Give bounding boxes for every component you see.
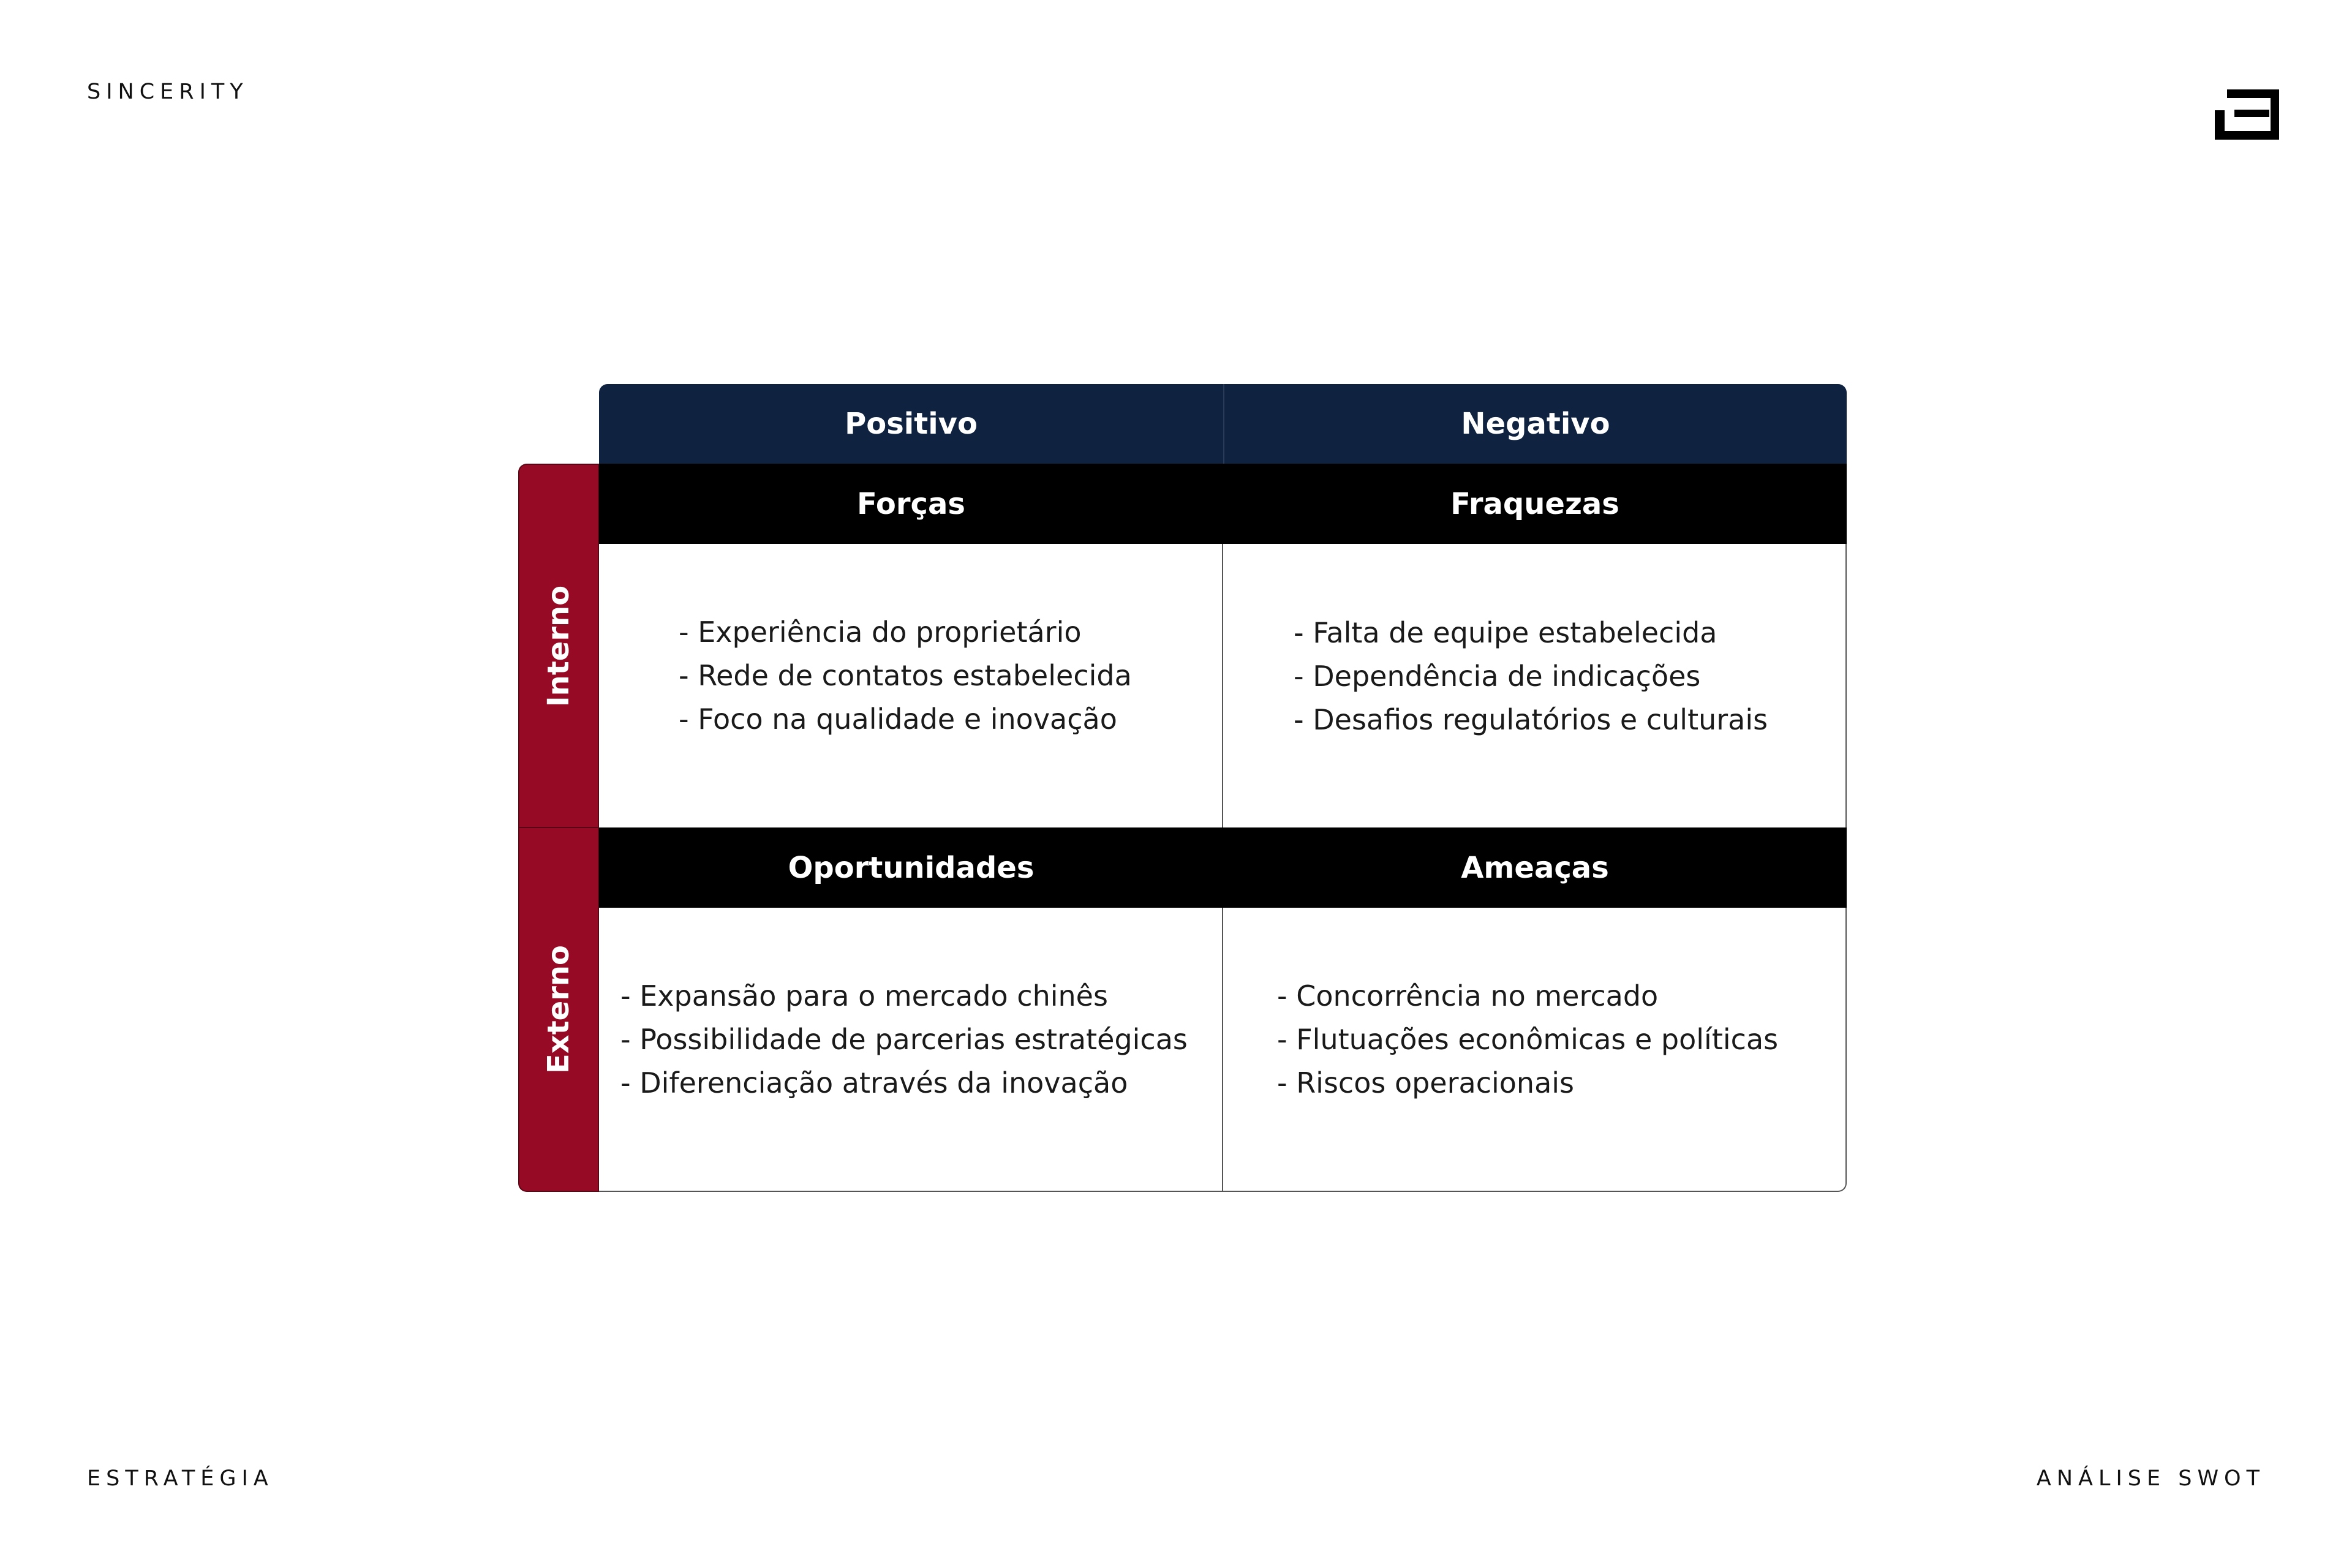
- row-header-external: [518, 827, 599, 1192]
- footer-topic-label: ANÁLISE SWOT: [2036, 1466, 2265, 1491]
- list-item: - Foco na qualidade e inovação: [679, 703, 1117, 736]
- strengths-cell: [599, 544, 1223, 827]
- column-header-positive: Positivo: [599, 384, 1223, 464]
- list-item: - Falta de equipe estabelecida: [1294, 616, 1717, 649]
- bracket-logo-icon: [2212, 87, 2283, 142]
- list-item: - Possibilidade de parcerias estratégicas: [620, 1022, 1188, 1056]
- weaknesses-cell: [1223, 544, 1847, 827]
- threats-list: [1277, 974, 1778, 1105]
- weaknesses-list: [1294, 611, 1768, 742]
- row-label-external: Externo: [541, 944, 576, 1074]
- list-item: - Desafios regulatórios e culturais: [1294, 703, 1768, 736]
- threats-cell: [1223, 908, 1847, 1192]
- opportunities-cell: [599, 908, 1223, 1192]
- list-item: - Diferenciação através da inovação: [620, 1066, 1128, 1099]
- opportunities-title: Oportunidades: [599, 827, 1223, 908]
- weaknesses-title: Fraquezas: [1223, 464, 1847, 544]
- strengths-title: Forças: [599, 464, 1223, 544]
- strengths-list: [679, 611, 1132, 741]
- list-item: - Expansão para o mercado chinês: [620, 979, 1108, 1012]
- row-label-internal: Interno: [541, 585, 576, 707]
- list-item: - Riscos operacionais: [1277, 1066, 1574, 1099]
- row-header-internal: [518, 464, 599, 827]
- opportunities-list: [620, 974, 1188, 1105]
- column-header-negative: Negativo: [1223, 384, 1847, 464]
- threats-title: Ameaças: [1223, 827, 1847, 908]
- list-item: - Experiência do proprietário: [679, 616, 1082, 649]
- footer-section-label: ESTRATÉGIA: [87, 1466, 274, 1491]
- list-item: - Dependência de indicações: [1294, 660, 1701, 693]
- list-item: - Rede de contatos estabelecida: [679, 659, 1132, 692]
- list-item: - Concorrência no mercado: [1277, 979, 1659, 1012]
- list-item: - Flutuações econômicas e políticas: [1277, 1022, 1779, 1056]
- brand-name: SINCERITY: [87, 80, 249, 104]
